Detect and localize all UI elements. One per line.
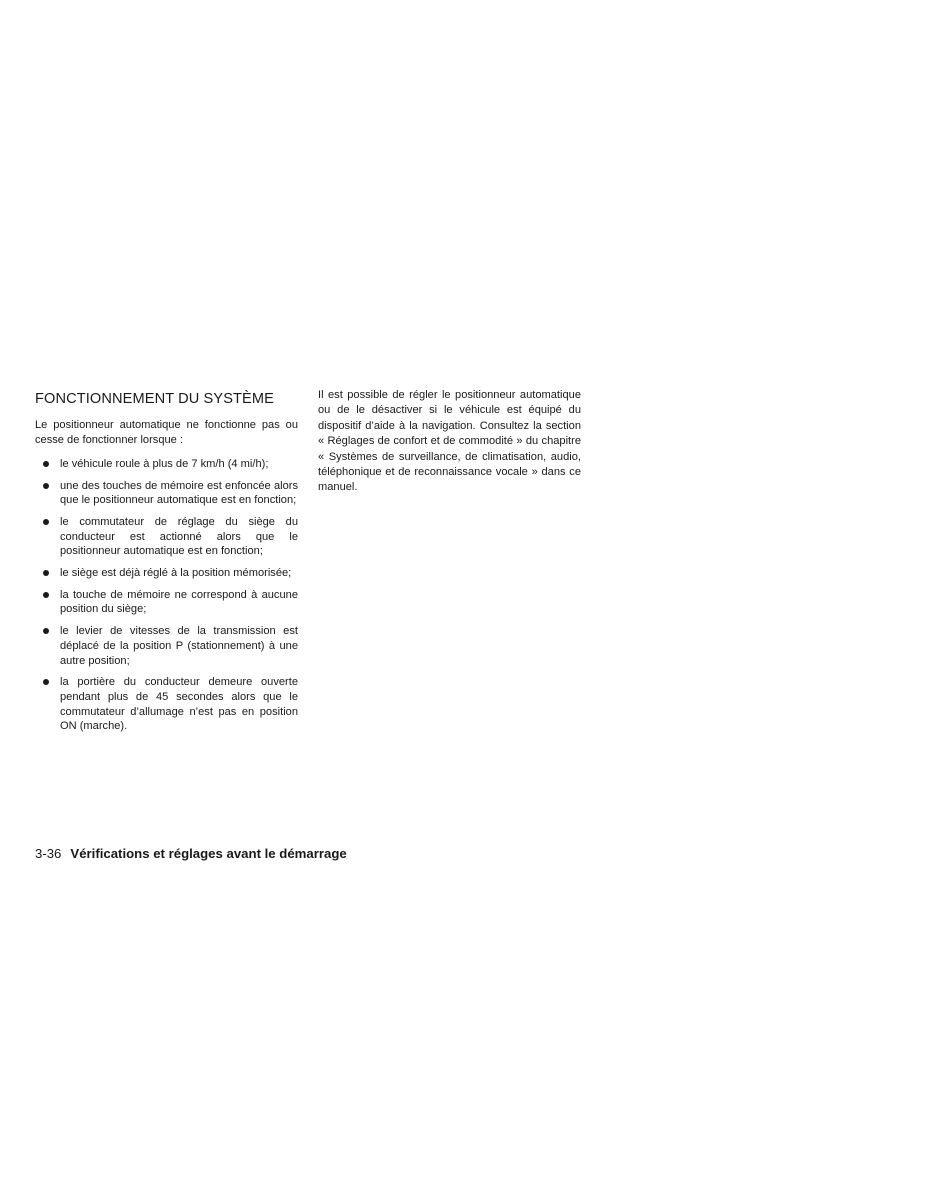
list-item-text: le levier de vitesses de la transmission est déplacé de la position P (stationnement) à une autre position; — [60, 625, 298, 667]
list-item-text: la touche de mémoire ne correspond à aucune position du siège; — [60, 588, 298, 616]
list-item-text: une des touches de mémoire est enfoncée alors que le positionneur automatique est en fonction; — [60, 479, 298, 507]
left-column — [35, 390, 298, 741]
right-column — [318, 388, 581, 496]
bullet-icon — [43, 461, 49, 467]
bullet-icon — [43, 519, 49, 525]
list-item — [35, 457, 298, 472]
bullet-icon — [43, 679, 49, 685]
section-title: FONCTIONNEMENT DU SYSTÈME — [35, 391, 274, 407]
bullet-icon — [43, 628, 49, 634]
list-item-text: le siège est déjà réglé à la position mémorisée; — [60, 567, 292, 580]
bullet-icon — [43, 570, 49, 576]
bullet-icon — [43, 483, 49, 489]
list-item — [35, 588, 298, 617]
list-item — [35, 515, 298, 559]
intro-paragraph: Le positionneur automatique ne fonctionne pas ou cesse de fonctionner lorsque : — [35, 419, 298, 447]
settings-paragraph: Il est possible de régler le positionneur automatique ou de le désactiver si le véhicule est équipé du dispositif d’aide à la navigation. Consultez la section « Réglages de confort et de commodité » du chapitre « Systèmes de surveillance, de climatisation, audio, téléphonique et de reconnaissance vocale » dans ce manuel. — [318, 389, 581, 494]
bullet-icon — [43, 592, 49, 598]
list-item — [35, 566, 298, 581]
chapter-title: Vérifications et réglages avant le démarrage — [70, 846, 347, 861]
list-item — [35, 675, 298, 734]
page-footer — [35, 845, 347, 863]
list-item-text: le véhicule roule à plus de 7 km/h (4 mi/h); — [60, 457, 269, 470]
list-item — [35, 479, 298, 508]
list-item — [35, 624, 298, 668]
list-item-text: le commutateur de réglage du siège du conducteur est actionné alors que le positionneur automatique est en fonction; — [60, 515, 298, 558]
list-item-text: la portière du conducteur demeure ouverte pendant plus de 45 secondes alors que le commutateur d’allumage n’est pas en position ON (marche). — [60, 676, 298, 733]
condition-list — [35, 457, 298, 734]
page-number: 3-36 — [35, 846, 62, 861]
